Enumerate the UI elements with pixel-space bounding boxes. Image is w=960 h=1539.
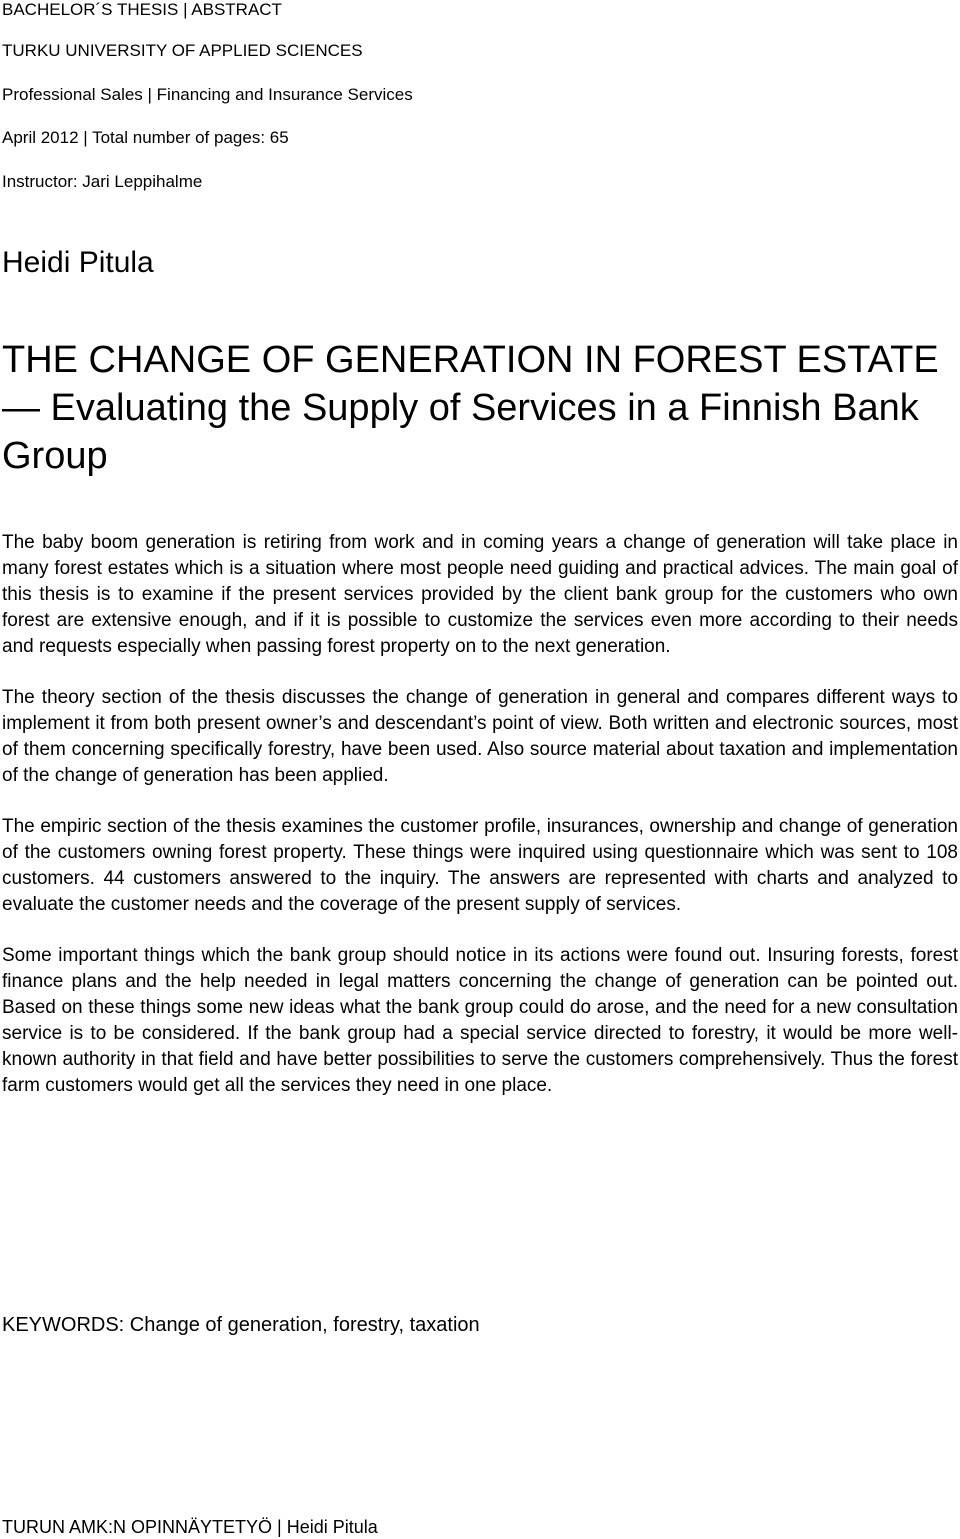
page-footer: TURUN AMK:N OPINNÄYTETYÖ | Heidi Pitula [2, 1517, 378, 1537]
keywords: KEYWORDS: Change of generation, forestry, taxation [2, 1314, 480, 1336]
abstract-page [2, 0, 958, 1539]
author-name: Heidi Pitula [2, 246, 154, 279]
header-instructor: Instructor: Jari Leppihalme [2, 172, 203, 191]
header-date-pages: April 2012 | Total number of pages: 65 [2, 128, 289, 147]
abstract-paragraph: The baby boom generation is retiring from work and in coming years a change of generation will take place in many forest estates which is a situation where most people need guiding and practical advices. The main goal of this thesis is to examine if the present services provided by the client bank group for the customers who own forest are extensive enough, and if it is possible to customize the services even more according to their needs and requests especially when passing forest property on to the next generation. [2, 532, 958, 657]
header-thesis-type: BACHELOR´S THESIS | ABSTRACT [2, 0, 282, 19]
abstract-paragraph: The theory section of the thesis discusses the change of generation in general and compares different ways to implement it from both present owner’s and descendant’s point of view. Both written and electronic sources, most of them concerning specifically forestry, have been used. Also source material about taxation and implementation of the change of generation has been applied. [2, 687, 958, 786]
abstract-paragraph: The empiric section of the thesis examines the customer profile, insurances, ownership and change of generation of the customers owning forest property. These things were inquired using questionnaire which was sent to 108 customers. 44 customers answered to the inquiry. The answers are represented with charts and analyzed to evaluate the customer needs and the coverage of the present supply of services. [2, 816, 958, 915]
header-degree-programme: Professional Sales | Financing and Insurance Services [2, 85, 413, 104]
header-university: TURKU UNIVERSITY OF APPLIED SCIENCES [2, 41, 363, 60]
thesis-title: THE CHANGE OF GENERATION IN FOREST ESTATE — Evaluating the Supply of Services in a Finnish Bank Group [2, 339, 939, 477]
abstract-body [2, 530, 958, 1124]
abstract-paragraph: Some important things which the bank group should notice in its actions were found out. Insuring forests, forest finance plans and the help needed in legal matters concerning the change of generation can be pointed out. Based on these things some new ideas what the bank group could do arose, and the need for a new consultation service is to be considered. If the bank group had a special service directed to forestry, it would be more well-known authority in that field and have better possibilities to serve the customers comprehensively. Thus the forest farm customers would get all the services they need in one place. [2, 945, 958, 1096]
